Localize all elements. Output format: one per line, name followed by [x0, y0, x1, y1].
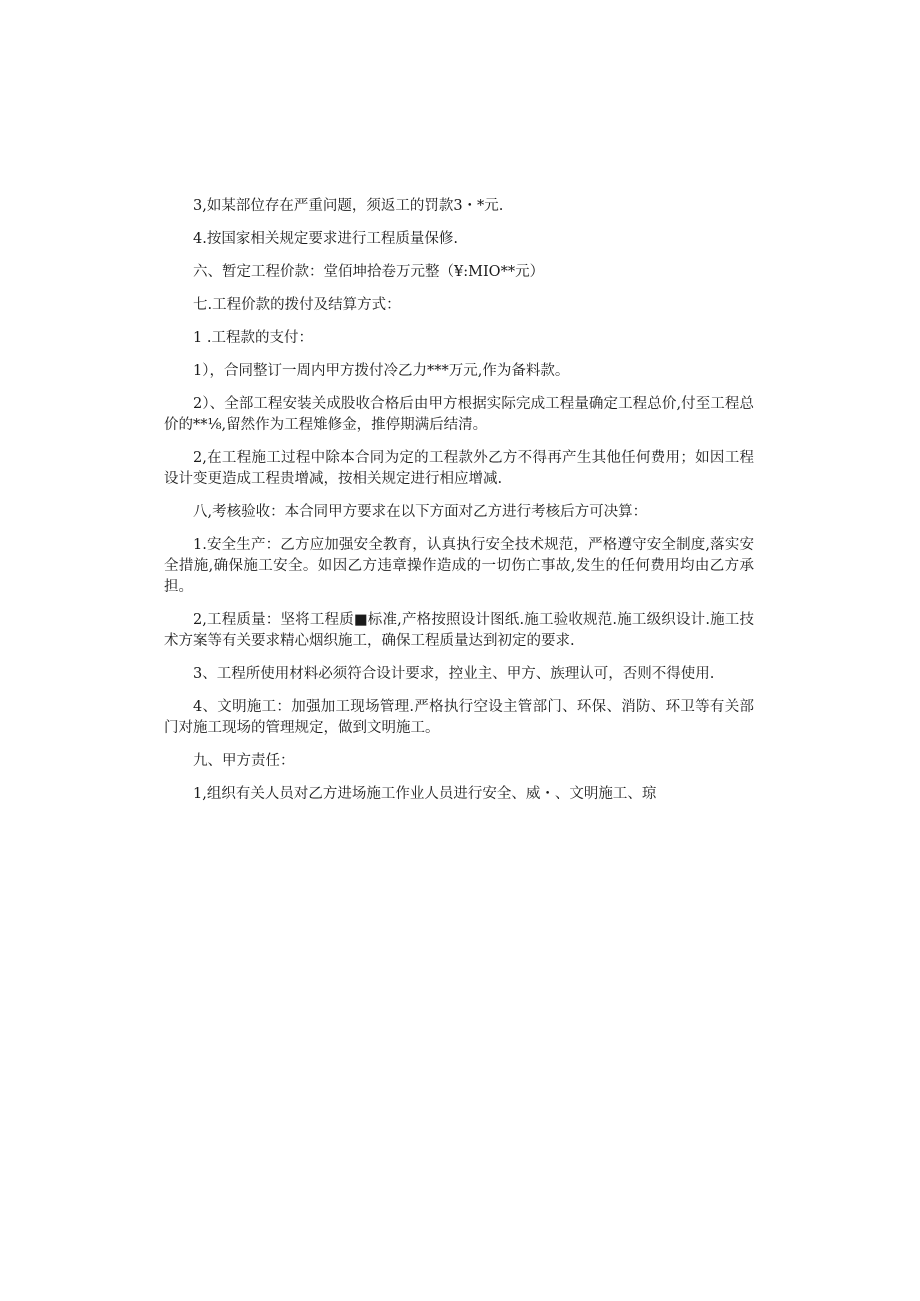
subsection-payment-heading: 1 .工程款的支付：: [193, 330, 313, 346]
clause-warranty: 4.按国家相关规定要求进行工程质量保修.: [193, 231, 458, 247]
section-8-heading: 八,考核验收：本合同甲方要求在以下方面对乙方进行考核后方可决算：: [193, 504, 648, 520]
clause-party-a-training: 1,组织有关人员对乙方进场施工作业人员进行安全、威・、文明施工、琼: [193, 786, 657, 802]
clause-acceptance-payment: 2）、全部工程安装关成股收合格后由甲方根据实际完成工程量确定工程总价,付至工程总价的**⅛,留然作为工程雉修金，推停期满后结清。: [164, 396, 754, 433]
section-6-provisional-price: 六、暂定工程价款：堂佰坤拾卷万元整（¥:MIO**元）: [193, 264, 545, 280]
clause-civilized-construction: 4、文明施工：加强加工现场管理.严格执行空设主管部门、环保、消防、环卫等有关部门对施工现场的管理规定，做到文明施工。: [164, 699, 754, 736]
section-7-heading: 七.工程价款的拨付及结算方式：: [193, 297, 401, 313]
clause-materials: 3、工程所使用材料必须符合设计要求，控业主、甲方、族理认可，否则不得使用.: [193, 666, 715, 682]
section-9-heading: 九、甲方责任：: [193, 753, 295, 769]
clause-safety: 1.安全生产：乙方应加强安全教育，认真执行安全技术规范，严格遵守安全制度,落实安全措施,确保施工安全。如因乙方违章操作造成的一切伤亡事故,发生的任何费用均由乙方承担。: [164, 537, 754, 595]
clause-no-extra-fees: 2,在工程施工过程中除本合同为定的工程款外乙方不得再产生其他任何费用；如因工程设计变更造成工程贵增减，按相关规定进行相应增减.: [164, 450, 754, 487]
clause-rework-penalty: 3,如某部位存在严重问题，须返工的罚款3・*元.: [193, 198, 504, 214]
clause-quality: 2,工程质量：坚将工程质■标准,产格按照设计图纸.施工验收规范.施工级织设计.施工技术方案等有关要求精心烟织施工，确保工程质量达到初定的要求.: [164, 612, 754, 649]
contract-text-body: [164, 196, 754, 817]
clause-advance-payment: 1），合同整订一周内甲方拨付冷乙力***万元,作为备料款。: [193, 363, 570, 379]
